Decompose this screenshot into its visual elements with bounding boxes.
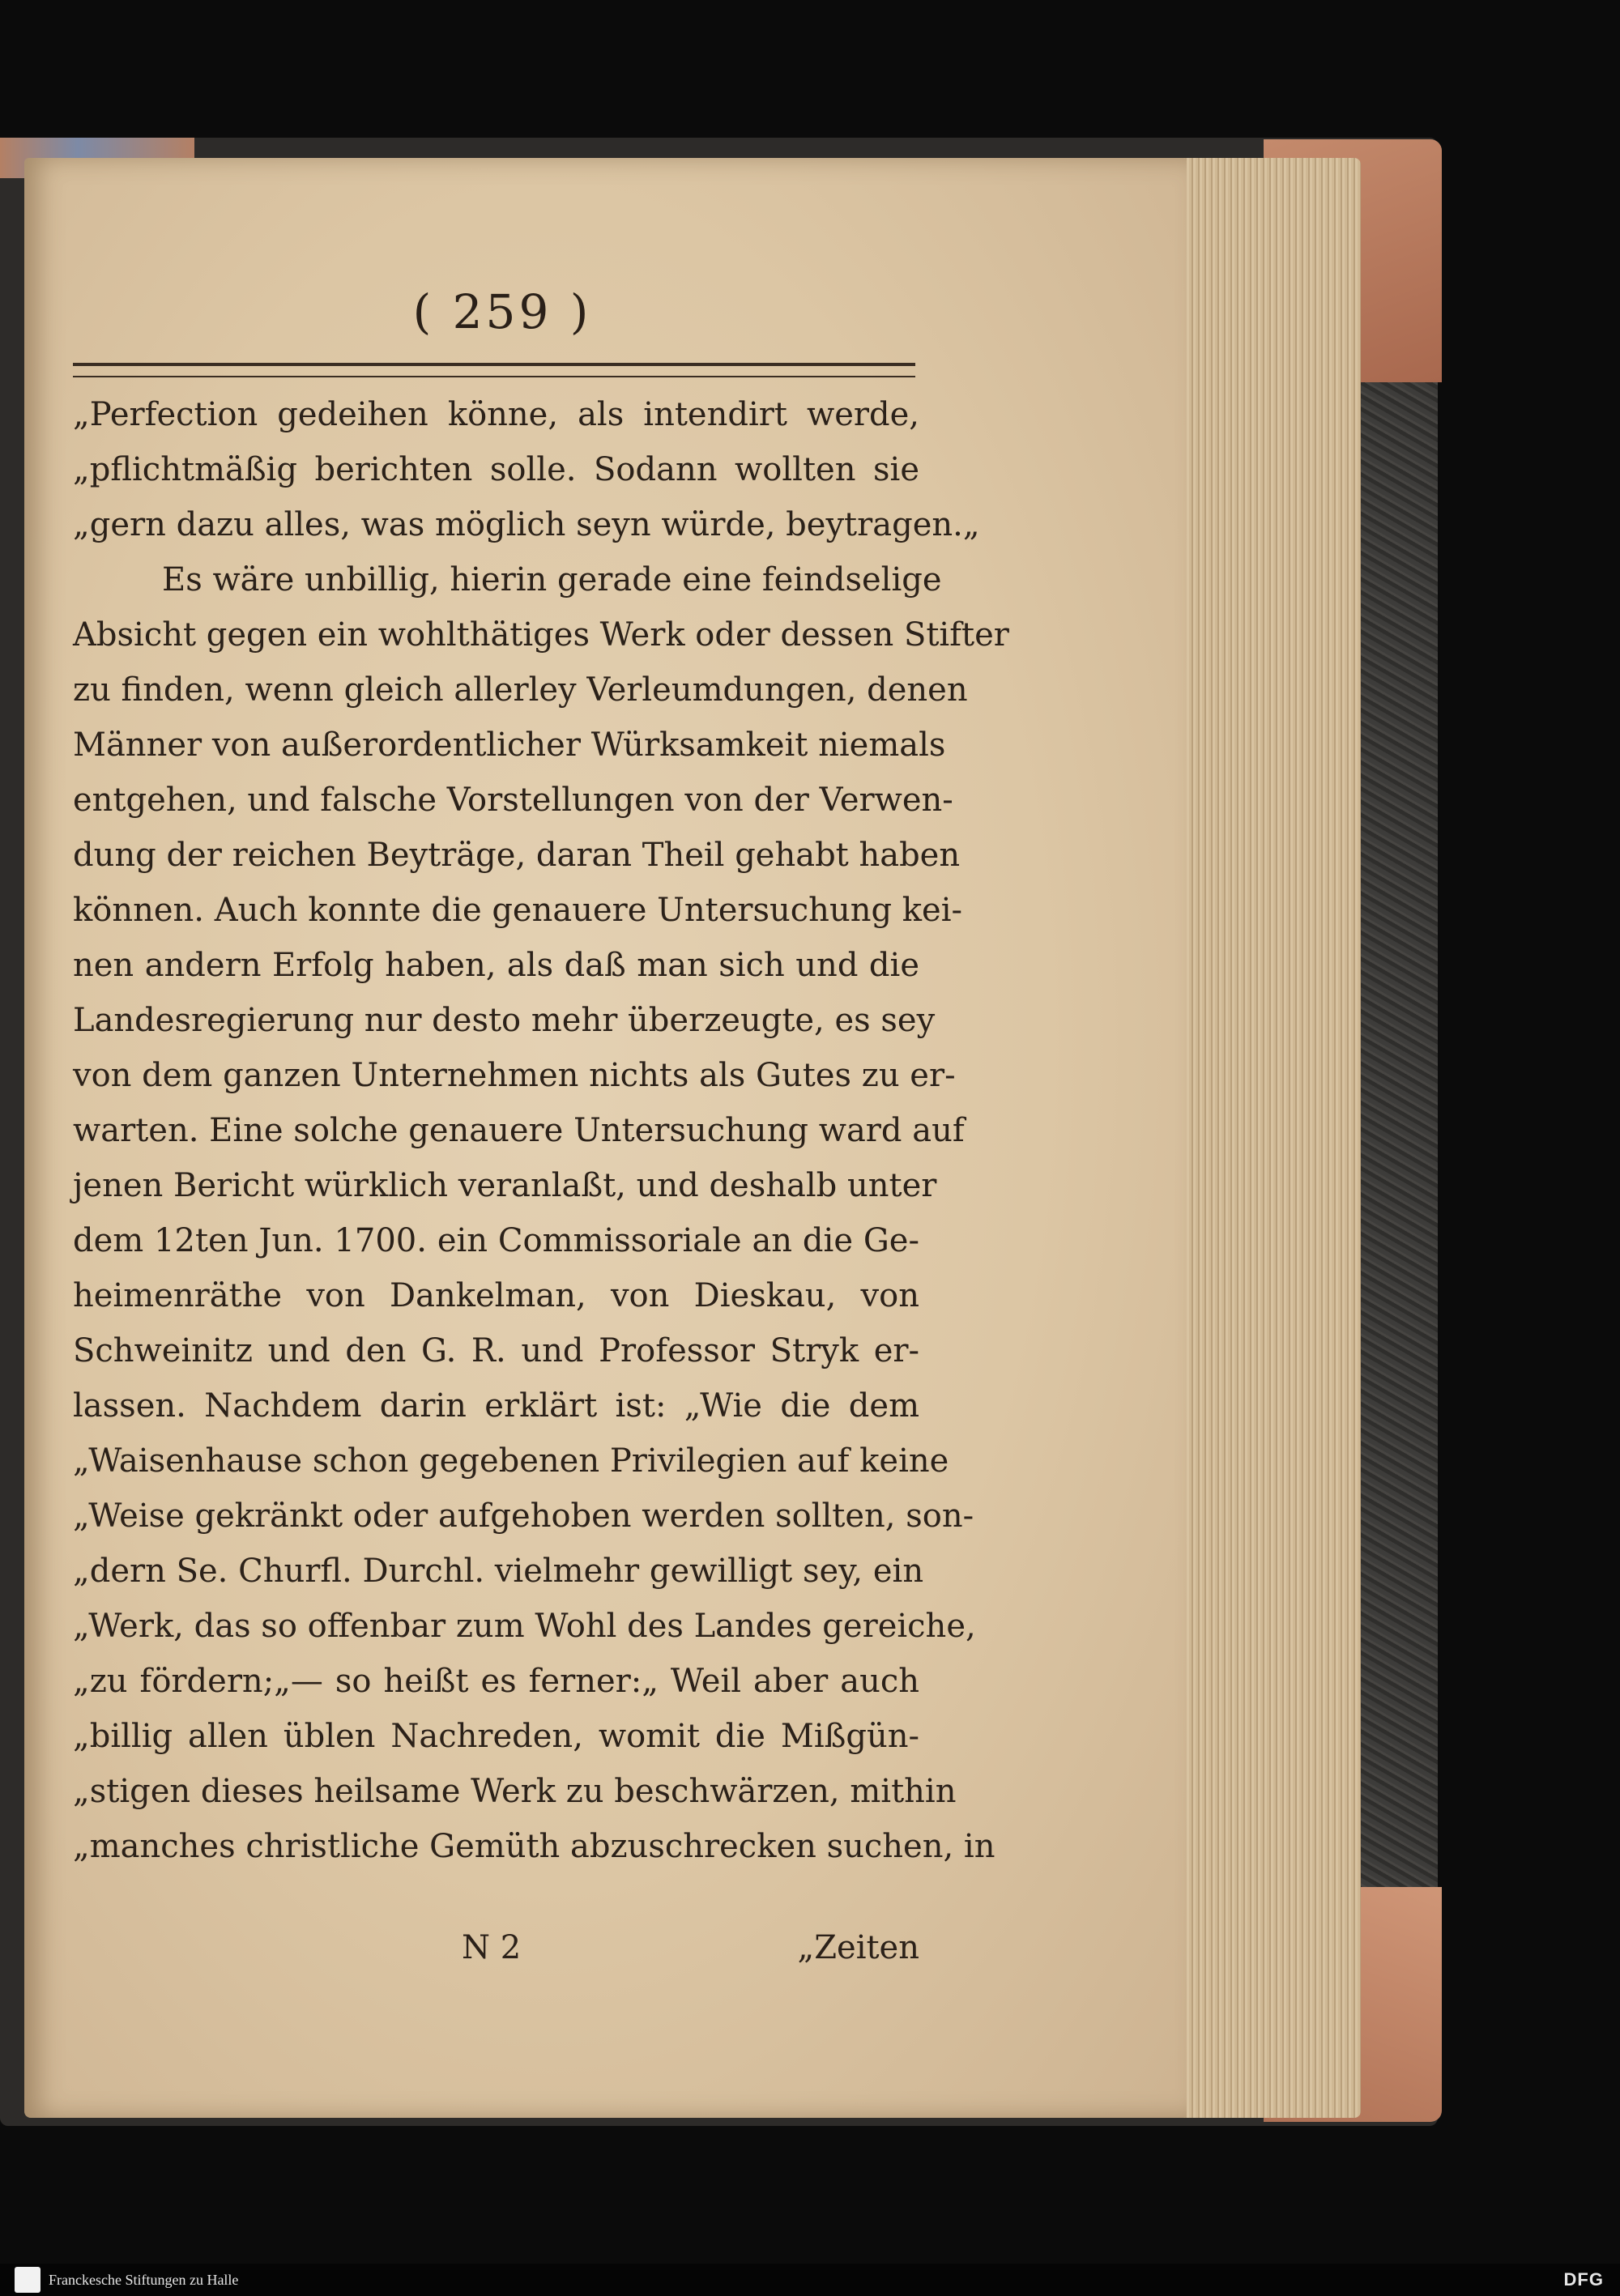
text-line: „stigen dieses heilsame Werk zu beschwärzen, mithin <box>73 1773 957 1810</box>
text-line: „gern dazu alles, was möglich seyn würde, beytragen.„ <box>73 506 980 543</box>
text-line: von dem ganzen Unternehmen nichts als Gutes zu er- <box>73 1057 956 1094</box>
text-line: entgehen, und falsche Vorstellungen von der Verwen- <box>73 782 953 819</box>
text-line: Schweinitz und den G. R. und Professor Stryk er- <box>73 1332 919 1370</box>
text-line: dem 12ten Jun. 1700. ein Commissoriale an die Ge- <box>73 1222 919 1259</box>
text-line: „Werk, das so offenbar zum Wohl des Landes gereiche, <box>73 1608 976 1645</box>
text-line: Es wäre unbillig, hierin gerade eine feindselige <box>162 561 942 598</box>
signature-mark: N 2 <box>462 1929 522 1966</box>
text-line: „Waisenhause schon gegebenen Privilegien auf keine <box>73 1442 949 1480</box>
text-line: „Weise gekränkt oder aufgehoben werden sollten, son- <box>73 1497 974 1535</box>
text-line: nen andern Erfolg haben, als daß man sich und die <box>73 947 919 984</box>
text-line: jenen Bericht würklich veranlaßt, und deshalb unter <box>73 1167 937 1204</box>
text-line: „zu fördern;„— so heißt es ferner:„ Weil aber auch <box>73 1663 919 1700</box>
text-line: dung der reichen Beyträge, daran Theil gehabt haben <box>73 837 961 874</box>
header-rule <box>73 363 915 377</box>
text-line: „manches christliche Gemüth abzuschrecken suchen, in <box>73 1828 995 1865</box>
text-line: Absicht gegen ein wohlthätiges Werk oder dessen Stifter <box>73 616 1009 654</box>
text-line: lassen. Nachdem darin erklärt ist: „Wie die dem <box>73 1387 919 1425</box>
body-text <box>73 387 1009 1874</box>
institution-logo-icon <box>15 2267 40 2293</box>
text-line: heimenräthe von Dankelman, von Dieskau, von <box>73 1277 919 1314</box>
text-line: Landesregierung nur desto mehr überzeugte, es sey <box>73 1002 936 1039</box>
text-line: warten. Eine solche genauere Untersuchung ward auf <box>73 1112 965 1149</box>
viewer-footer <box>0 2264 1620 2296</box>
text-line: „pflichtmäßig berichten solle. Sodann wollten sie <box>73 451 919 488</box>
text-line: „billig allen üblen Nachreden, womit die Mißgün- <box>73 1718 919 1755</box>
institution-name: Franckesche Stiftungen zu Halle <box>49 2272 239 2288</box>
catchword: „Zeiten <box>797 1929 919 1966</box>
page-number-header: ( 259 ) <box>412 284 592 339</box>
text-line: „Perfection gedeihen könne, als intendirt werde, <box>73 396 919 433</box>
text-line: „dern Se. Churfl. Durchl. vielmehr gewilligt sey, ein <box>73 1553 924 1590</box>
page-footer-row <box>73 1919 919 1976</box>
text-line: können. Auch konnte die genauere Untersuchung kei- <box>73 892 963 929</box>
text-line: zu finden, wenn gleich allerley Verleumdungen, denen <box>73 671 968 709</box>
text-line: Männer von außerordentlicher Würksamkeit niemals <box>73 726 946 764</box>
dfg-logo: DFG <box>1563 2269 1604 2290</box>
